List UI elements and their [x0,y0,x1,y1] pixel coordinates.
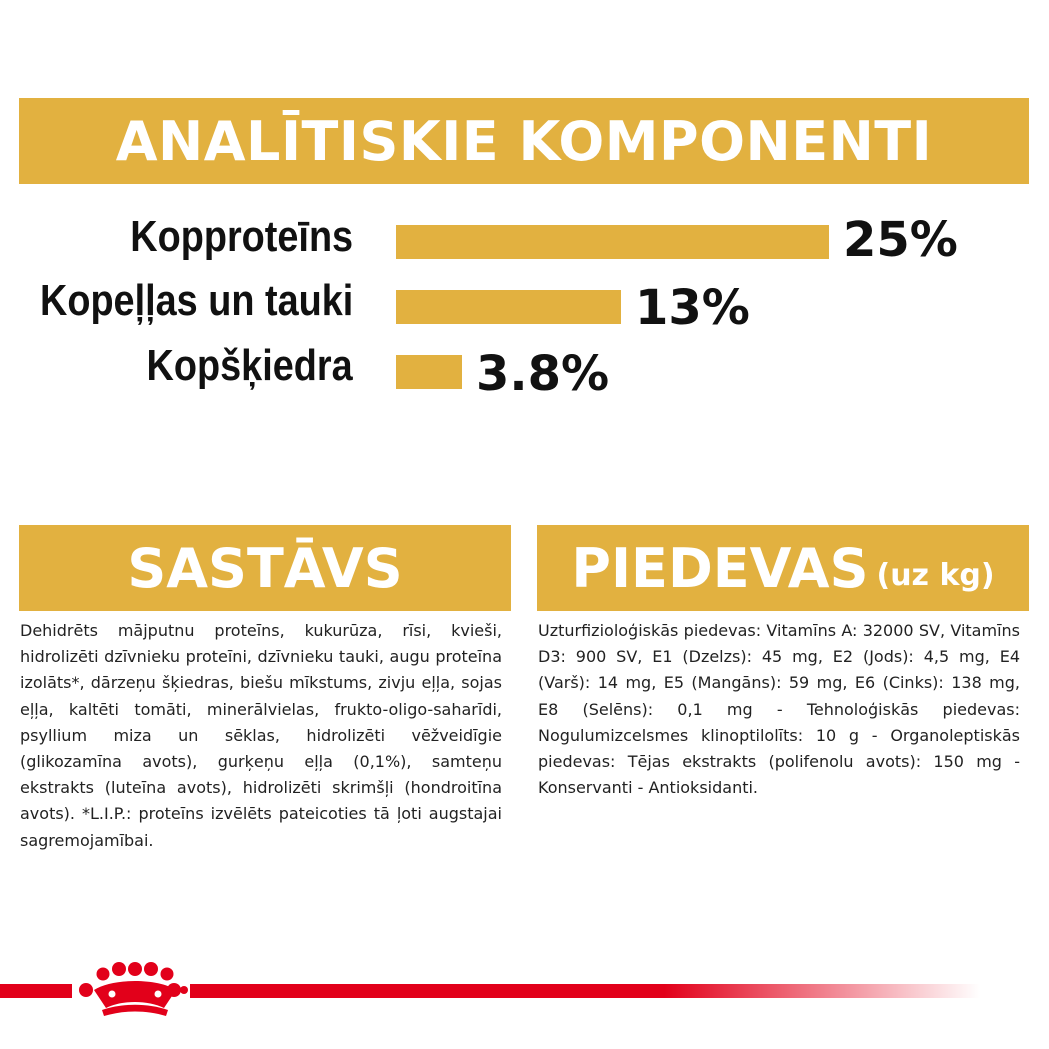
row-label-fat: Kopeļļas un tauki [39,276,353,325]
row-value-fat: 13% [635,280,750,336]
additives-text: Uzturfizioloģiskās piedevas: Vitamīns A: 32000 SV, Vitamīns D3: 900 SV, E1 (Dzelzs): 45 mg, E2 (Jods): 4,5 mg, E4 (Varš): 14 mg, E5 (Mangāns): 59 mg, E6 (Cinks): 138 mg, E8 (Selēns): 0,1 mg - Tehnoloģiskās piedevas: Nogulumizcelsmes klinoptilolīts: 10 g - Organoleptiskās piedevas: Tējas ekstrakts (polifenolu avots): 150 mg - Konservanti - Antioksidanti. [538,621,1020,798]
composition-title: SASTĀVS [127,536,403,600]
row-label-protein: Kopproteīns [130,212,353,261]
row-label-fibre: Kopšķiedra [146,341,353,390]
bar-fibre [396,355,462,389]
additives-unit: (uz kg) [876,557,995,593]
additives-title-banner [537,525,1029,611]
royal-canin-crown-icon [72,960,188,1018]
row-value-fibre: 3.8% [476,346,610,402]
additives-title: PIEDEVAS [571,536,869,600]
analysis-title-banner [19,98,1029,184]
brand-line-right [190,984,980,998]
bar-fat [396,290,621,324]
composition-title-banner [19,525,511,611]
composition-text: Dehidrēts mājputnu proteīns, kukurūza, rīsi, kvieši, hidrolizēti dzīvnieku proteīni, dzīvnieku tauki, augu proteīna izolāts*, dārzeņu šķiedras, biešu mīkstums, zivju eļļa, sojas eļļa, kaltēti tomāti, minerālvielas, frukto-oligo-saharīdi, psyllium miza un sēklas, hidrolizēti vēžveidīgie (glikozamīna avots), gurķeņu eļļa (0,1%), samteņu ekstrakts (luteīna avots), hidrolizēti skrimšļi (hondroitīna avots). *L.I.P.: proteīns izvēlēts pateicoties tā ļoti augstajai sagremojamībai. [20,621,502,850]
analysis-title: ANALĪTISKIE KOMPONENTI [115,109,933,173]
bar-protein [396,225,829,259]
brand-line-left [0,984,72,998]
row-value-protein: 25% [843,212,958,268]
